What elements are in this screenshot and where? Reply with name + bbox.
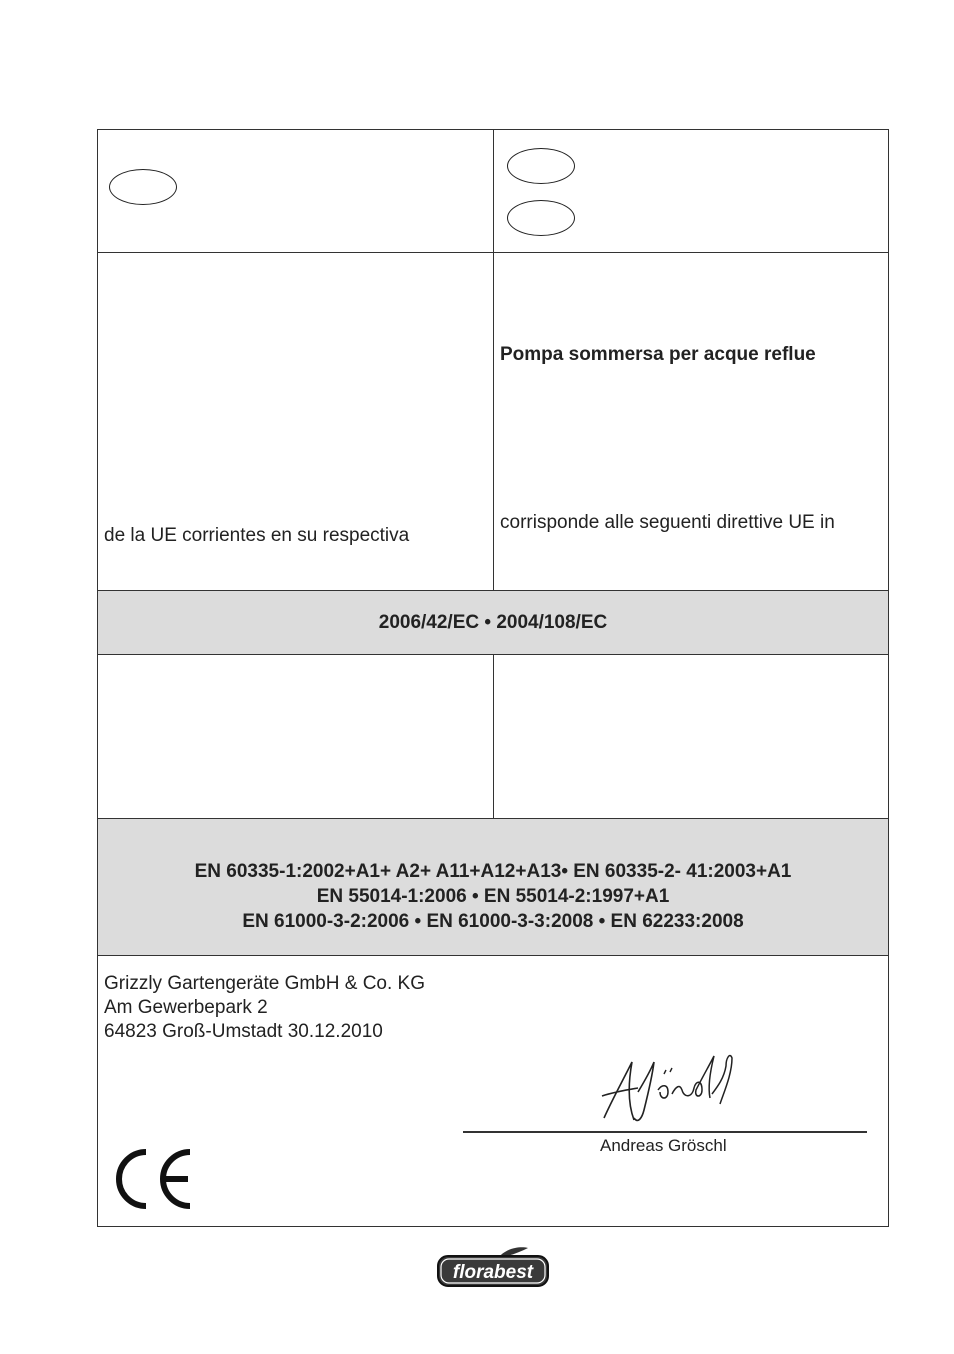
language-oval-left: [109, 169, 177, 205]
standards-row: [98, 819, 888, 956]
manufacturer-address: [104, 972, 425, 1044]
ce-mark-icon: [110, 1146, 194, 1212]
signature-line: [463, 1131, 867, 1133]
language-oval-right-top: [507, 148, 575, 184]
product-name-it: Pompa sommersa per acque reflue: [500, 344, 816, 365]
column-divider: [493, 655, 494, 818]
directives-row: [98, 591, 888, 655]
directive-text-it: corrisponde alle seguenti direttive UE in: [500, 512, 835, 533]
standard-line-3: EN 61000-3-2:2006 • EN 61000-3-3:2008 • EN 62233:2008: [242, 911, 744, 932]
address-line-3: 64823 Groß-Umstadt 30.12.2010: [104, 1021, 383, 1042]
signatory-name: Andreas Gröschl: [600, 1136, 727, 1155]
product-row: [98, 253, 888, 591]
standard-line-1: EN 60335-1:2002+A1+ A2+ A11+A12+A13• EN 60335-2- 41:2003+A1: [194, 861, 792, 882]
directives-text: 2006/42/EC • 2004/108/EC: [378, 612, 608, 633]
language-row: [98, 130, 888, 253]
harmonized-intro-row: [98, 655, 888, 819]
signature-image: [598, 1048, 758, 1128]
directive-text-es: de la UE corrientes en su respectiva: [104, 525, 410, 546]
declaration-table: [97, 129, 889, 1227]
language-oval-right-bottom: [507, 200, 575, 236]
standard-line-2: EN 55014-1:2006 • EN 55014-2:1997+A1: [316, 886, 670, 907]
florabest-logo: [436, 1246, 552, 1290]
signature-row: [98, 956, 888, 1226]
address-line-1: Grizzly Gartengeräte GmbH & Co. KG: [104, 973, 425, 994]
column-divider: [493, 130, 494, 252]
brand-logo-text: florabest: [452, 1262, 534, 1283]
column-divider: [493, 253, 494, 590]
address-line-2: Am Gewerbepark 2: [104, 997, 268, 1018]
